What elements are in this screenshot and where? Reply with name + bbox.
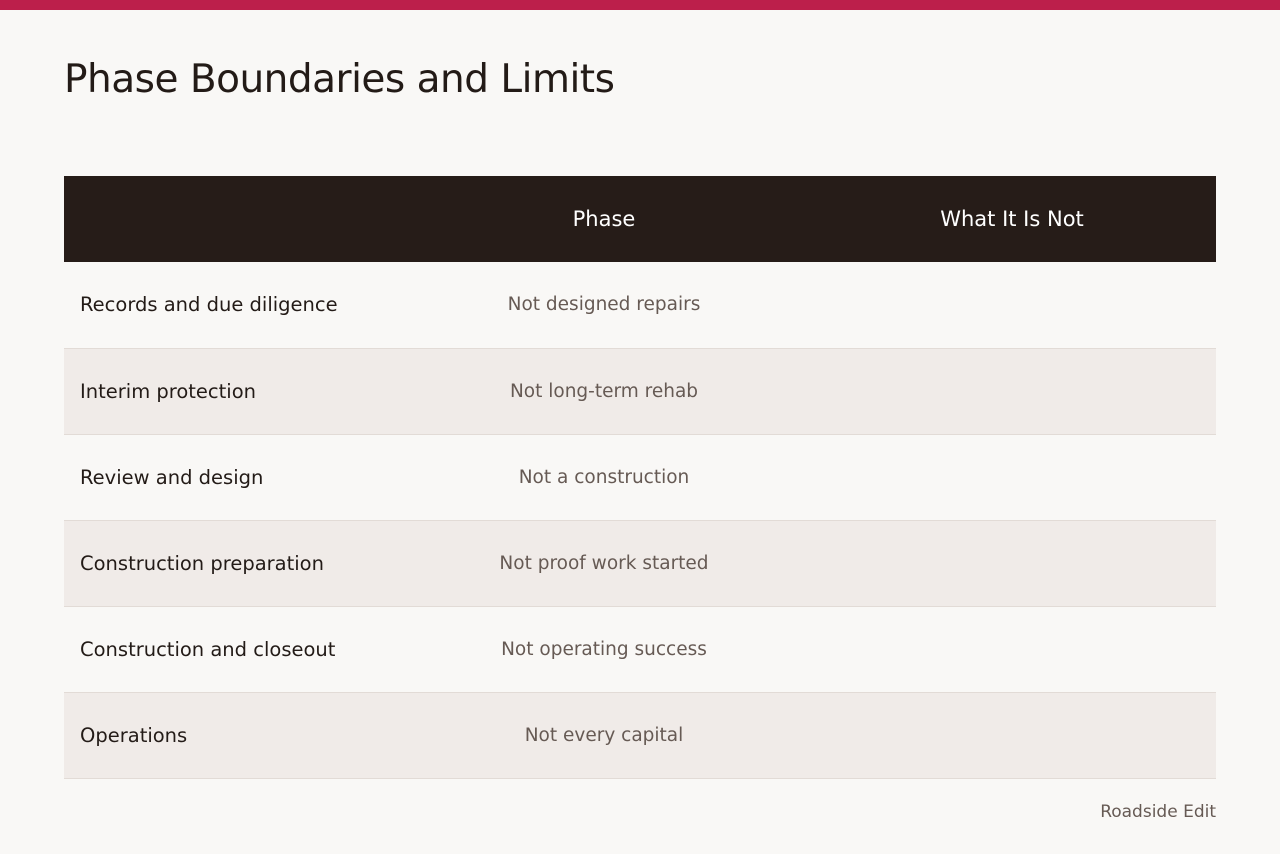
table-body	[64, 262, 1216, 778]
phase-table	[64, 176, 1216, 779]
page-title: Phase Boundaries and Limits	[64, 57, 615, 102]
phase-not-cell: Not every capital	[524, 724, 684, 746]
table-row	[64, 262, 1216, 348]
column-header-what-it-is-not: What It Is Not	[940, 207, 1084, 231]
phase-name-cell: Review and design	[80, 465, 264, 489]
phase-extra-cell	[808, 692, 1216, 778]
phase-name-cell: Interim protection	[80, 379, 256, 403]
phase-extra-cell	[808, 606, 1216, 692]
table-row	[64, 348, 1216, 434]
phase-not-cell: Not operating success	[501, 638, 707, 660]
table-header-row	[64, 176, 1216, 262]
table-row	[64, 520, 1216, 606]
phase-extra-cell	[808, 262, 1216, 348]
phase-extra-cell	[808, 348, 1216, 434]
phase-name-cell: Construction and closeout	[80, 637, 336, 661]
footer-credit: Roadside Edit	[1100, 802, 1216, 822]
phase-not-cell: Not designed repairs	[507, 294, 701, 316]
phase-name-cell: Construction preparation	[80, 551, 324, 575]
phase-name-cell: Records and due diligence	[80, 293, 338, 317]
phase-extra-cell	[808, 434, 1216, 520]
phase-not-cell: Not a construction	[518, 466, 690, 488]
table-row	[64, 606, 1216, 692]
phase-not-cell: Not long-term rehab	[509, 380, 699, 402]
table-row	[64, 434, 1216, 520]
table-row	[64, 692, 1216, 778]
phase-table-container	[64, 176, 1216, 779]
column-header-phase: Phase	[572, 207, 636, 231]
top-accent-bar	[0, 0, 1280, 10]
column-header-empty	[64, 176, 400, 262]
phase-not-cell: Not proof work started	[499, 552, 709, 574]
table-header	[64, 176, 1216, 262]
phase-name-cell: Operations	[80, 723, 188, 747]
phase-extra-cell	[808, 520, 1216, 606]
